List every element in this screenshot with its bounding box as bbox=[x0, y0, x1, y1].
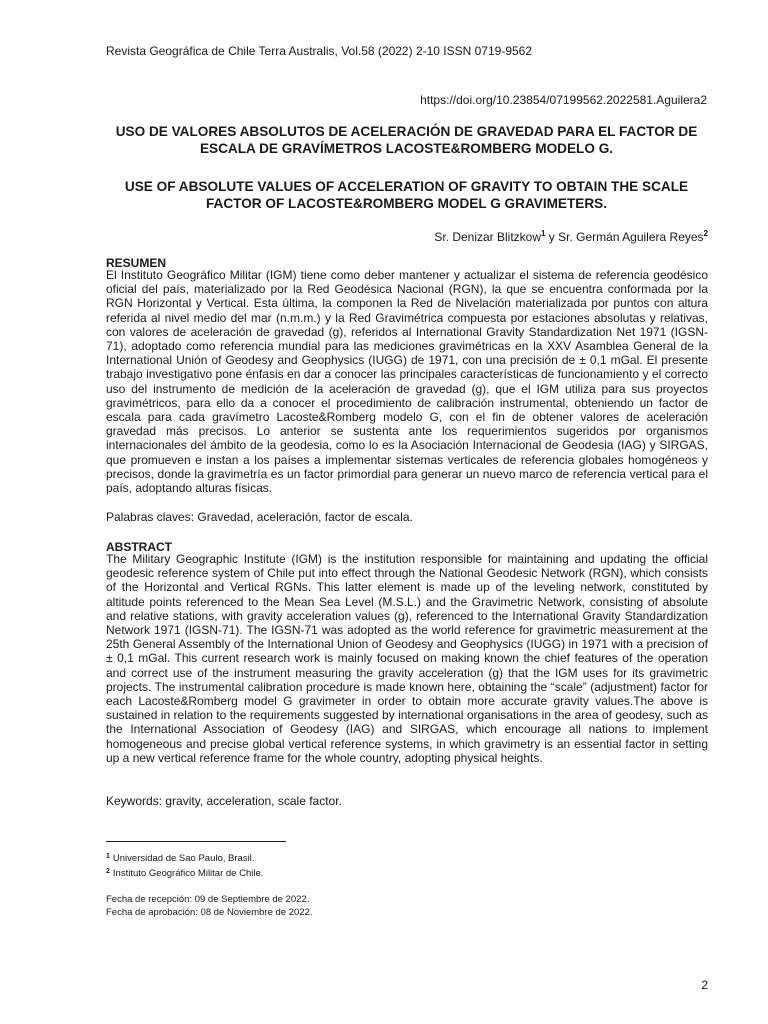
resumen-keywords: Palabras claves: Gravedad, aceleración, factor de escala. bbox=[106, 510, 413, 524]
footnote-2-text: Instituto Geográfico Militar de Chile. bbox=[112, 868, 264, 879]
author-2: Sr. Germán Aguilera Reyes bbox=[558, 230, 704, 244]
doi-link[interactable]: https://doi.org/10.23854/07199562.2022581.Aguilera2 bbox=[420, 93, 707, 107]
abstract-keywords: Keywords: gravity, acceleration, scale factor. bbox=[106, 794, 342, 808]
title-spanish: USO DE VALORES ABSOLUTOS DE ACELERACIÓN DE GRAVEDAD PARA EL FACTOR DE ESCALA DE GRAVÍMETROS LACOSTE&ROMBERG MODELO G. bbox=[115, 124, 698, 156]
author-2-footnote-mark: 2 bbox=[703, 229, 708, 238]
footnote-divider bbox=[106, 841, 286, 842]
author-line bbox=[434, 229, 708, 244]
resumen-paragraph: El Instituto Geográfico Militar (IGM) tiene como deber mantener y actualizar el sistema de referencia geodésico oficial del país, materializado por la Red Geodésica Nacional (RGN), la que se encuentra conformada por la RGN Horizontal y Vertical. Esta última, la componen la Red de Nivelación materializada por puntos con altura referida al nivel medio del mar (n.m.m.) y la Red Gravimétrica compuesta por estaciones absolutas y relativas, con valores de aceleración de gravedad (g), referidos al International Gravity Standardization Net 1971 (IGSN-71), adoptado como referencia mundial para las mediciones gravimétricas en la XXV Asamblea General de la International Unión of Geodesy and Geophysics (IUGG) de 1971, con una precisión de ± 0,1 mGal. El presente trabajo investigativo pone énfasis en dar a conocer las principales características de funcionamiento y el correcto uso del instrumento de medición de la aceleración de gravedad (g), que el IGM utiliza para sus proyectos gravimétricos, para ello da a conocer el procedimiento de calibración instrumental, obteniendo un factor de escala para cada gravímetro Lacoste&Romberg modelo G, con el fin de obtener valores de aceleración gravedad más precisos. Lo anterior se sustenta ante los requerimientos sugeridos por organismos internacionales del ámbito de la geodesia, como lo es la Asociación Internacional de Geodesia (IAG) y SIRGAS, que promueven e instan a los países a implementar sistemas verticales de referencia globales homogéneos y precisos, donde la gravimetría es un factor primordial para generar un nuevo marco de referencia vertical para el país, adoptando alturas físicas. bbox=[106, 268, 708, 496]
author-connector: y bbox=[545, 230, 559, 244]
title-english: USE OF ABSOLUTE VALUES OF ACCELERATION OF GRAVITY TO OBTAIN THE SCALE FACTOR OF LACOSTE&ROMBERG MODEL G GRAVIMETERS. bbox=[124, 179, 689, 211]
footnote-1 bbox=[106, 851, 254, 865]
abstract-heading: ABSTRACT bbox=[106, 540, 172, 554]
author-1: Sr. Denizar Blitzkow bbox=[434, 230, 542, 244]
footnote-1-mark: 1 bbox=[106, 853, 110, 860]
approved-date: Fecha de aprobación: 08 de Noviembre de 2022. bbox=[106, 907, 313, 918]
abstract-paragraph: The Military Geographic Institute (IGM) is the institution responsible for maintaining and updating the official geodesic reference system of Chile put into effect through the National Geodesic Network (RGN), which consists of the Horizontal and Vertical RGNs. This latter element is made up of the leveling network, constituted by altitude points referenced to the Mean Sea Level (M.S.L.) and the Gravimetric Network, consisting of absolute and relative stations, with gravity acceleration values (g), referenced to the International Gravity Standardization Network 1971 (IGSN-71). The IGSN-71 was adopted as the world reference for gravimetric measurement at the 25th General Assembly of the International Union of Geodesy and Geophysics (IUGG) in 1971 with a precision of ± 0,1 mGal. This current research work is mainly focused on making known the chief features of the operation and correct use of the instrument measuring the gravity acceleration (g) that the IGM uses for its gravimetric projects. The instrumental calibration procedure is made known here, obtaining the “scale” (adjustment) factor for each Lacoste&Romberg model G gravimeter in order to obtain more accurate gravity values.The above is sustained in relation to the requirements suggested by international organisations in the area of geodesy, such as the International Association of Geodesy (IAG) and SIRGAS, which encourage all nations to implement homogeneous and precise global vertical reference systems, in which gravimetry is an essential factor in setting up a new vertical reference frame for the whole country, adopting physical heights. bbox=[106, 552, 708, 765]
footnote-2-mark: 2 bbox=[106, 868, 110, 875]
submission-dates bbox=[106, 893, 313, 919]
journal-header: Revista Geográfica de Chile Terra Australis, Vol.58 (2022) 2-10 ISSN 0719-9562 bbox=[106, 44, 533, 58]
author-1-footnote-mark: 1 bbox=[541, 229, 546, 238]
footnote-1-text: Universidad de Sao Paulo, Brasil. bbox=[112, 853, 255, 864]
received-date: Fecha de recepción: 09 de Septiembre de 2022. bbox=[106, 894, 310, 905]
resumen-heading: RESUMEN bbox=[106, 256, 167, 270]
footnote-2 bbox=[106, 866, 263, 880]
page-number: 2 bbox=[701, 978, 708, 992]
